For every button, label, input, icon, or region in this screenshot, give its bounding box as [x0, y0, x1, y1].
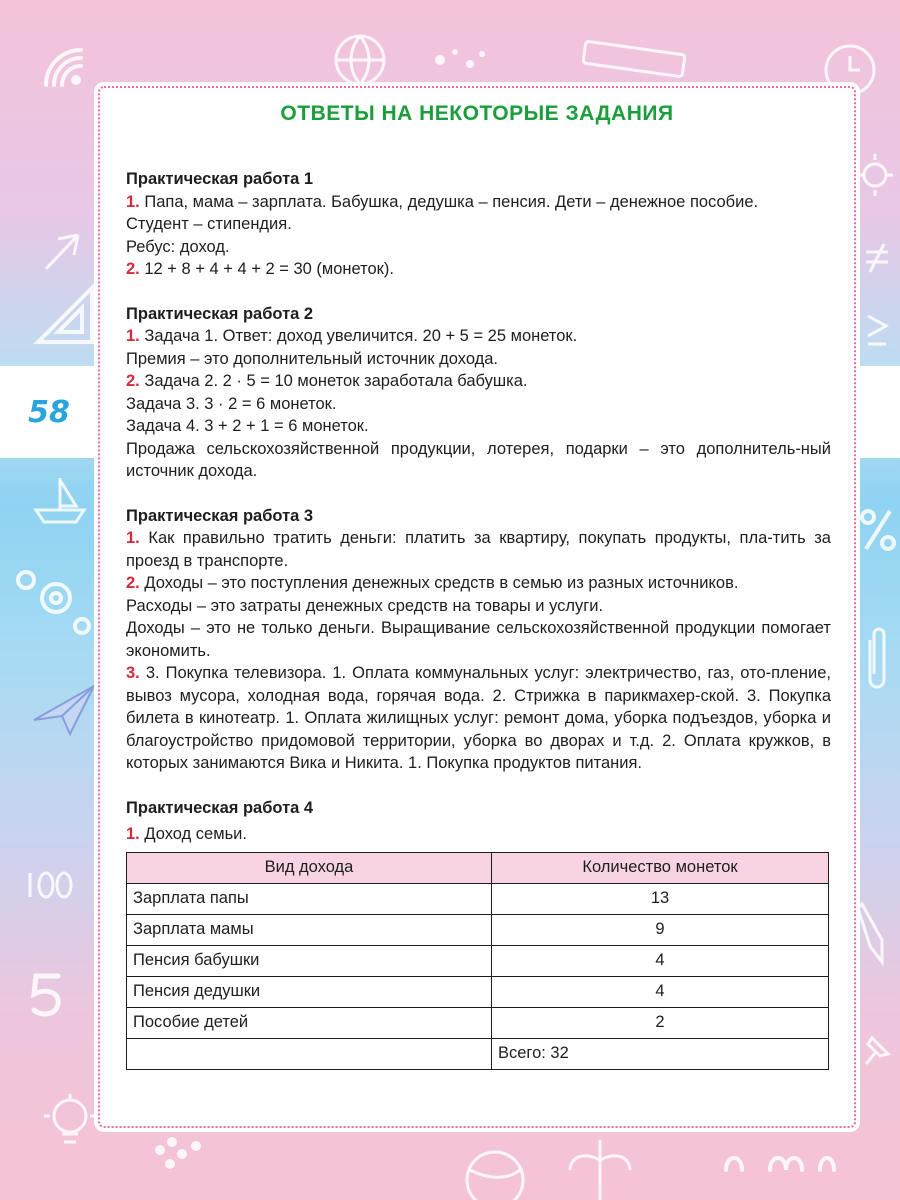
- answer-line: [126, 258, 831, 281]
- answer-line: [126, 823, 831, 846]
- answer-line: Ребус: доход.: [126, 237, 230, 256]
- answer-line: [126, 191, 831, 214]
- lightbulb-icon: [40, 1090, 100, 1160]
- section-title: Практическая работа 3: [126, 506, 314, 525]
- pointer-arrow-icon: [38, 225, 88, 275]
- pin-icon: [858, 1030, 894, 1070]
- answer-line: [126, 325, 831, 348]
- number-five-icon: [26, 970, 66, 1020]
- paper-plane-icon: [30, 680, 100, 740]
- answer-line: [126, 527, 831, 572]
- answer-line: Расходы – это затраты денежных средств на товары и услуги.: [126, 596, 604, 615]
- answer-text: 12 + 8 + 4 + 4 + 2 = 30 (монеток).: [144, 260, 394, 278]
- page-number-tab: [0, 366, 98, 458]
- squiggle-icon: [720, 1140, 840, 1180]
- paperclip-icon: [862, 620, 892, 700]
- answer-text: 3. Покупка телевизора. 1. Оплата коммунальных услуг: электричество, газ, ото-пление, вывоз мусора, холодная вода, горячая вода. 2. Стрижка в парикмахер-ской. 3. Покупка билета в кинотеатр. 1. Оплата жилищных услуг: ремонт дома, уборка подъездов, уборка и благоустройство придомовой территории, уборка во дворах и т.д. 2. Оплата кружков, в которых занимаются Вика и Никита. 1. Покупка продуктов питания.: [126, 664, 831, 772]
- section-practical-work-3: [126, 505, 831, 775]
- section-title: Практическая работа 2: [126, 304, 314, 323]
- table-row: [127, 945, 829, 976]
- coin-count-cell: 4: [492, 976, 829, 1007]
- empty-cell: [127, 1038, 492, 1069]
- income-type-cell: Пособие детей: [127, 1007, 492, 1038]
- answer-line: [126, 572, 831, 595]
- income-table: [126, 852, 829, 1070]
- income-type-cell: Зарплата папы: [127, 883, 492, 914]
- section-practical-work-1: [126, 168, 831, 281]
- answer-text: Как правильно тратить деньги: платить за квартиру, покупать продукты, пла-тить за проезд в транспорте.: [126, 529, 831, 570]
- ball-icon: [460, 1140, 530, 1200]
- not-equal-icon: [862, 238, 892, 278]
- answer-line: Студент – стипендия.: [126, 215, 292, 233]
- pencil-icon: [852, 900, 892, 970]
- paper-boat-icon: [30, 470, 90, 530]
- leaves-icon: [560, 1130, 640, 1200]
- table-row: [127, 914, 829, 945]
- answers-content: [126, 168, 831, 1092]
- table-row: [127, 883, 829, 914]
- page-number: 58: [28, 394, 70, 430]
- dots-decor-icon: [430, 40, 490, 80]
- table-header-row: [127, 852, 829, 883]
- coin-count-cell: 4: [492, 945, 829, 976]
- income-type-cell: Пенсия дедушки: [127, 976, 492, 1007]
- sun-icon: [855, 150, 895, 200]
- answer-number: 3.: [126, 664, 140, 682]
- right-side-tab: [854, 366, 900, 458]
- total-cell: Всего: 32: [492, 1038, 829, 1069]
- gears-icon: [12, 560, 92, 640]
- table-row: [127, 976, 829, 1007]
- section-title: Практическая работа 1: [126, 170, 314, 188]
- coin-count-cell: 9: [492, 914, 829, 945]
- answer-number: 1.: [126, 825, 140, 843]
- table-row: [127, 1007, 829, 1038]
- answer-text: Доходы – это поступления денежных средств в семью из разных источников.: [144, 574, 739, 592]
- wifi-icon: [36, 40, 96, 100]
- answer-number: 1.: [126, 327, 140, 345]
- answer-number: 2.: [126, 260, 140, 278]
- answer-text: Задача 2. 2 · 5 = 10 монеток заработала бабушка.: [144, 372, 528, 390]
- answer-number: 2.: [126, 372, 140, 390]
- ruler-icon: [580, 38, 690, 78]
- section-practical-work-2: [126, 303, 831, 483]
- greater-equal-icon: [862, 310, 892, 350]
- answer-number: 1.: [126, 529, 140, 547]
- answer-text: Папа, мама – зарплата. Бабушка, дедушка – пенсия. Дети – денежное пособие.: [144, 192, 759, 211]
- column-header-income-type: Вид дохода: [127, 852, 492, 883]
- hundred-icon: [24, 865, 74, 905]
- berries-icon: [150, 1130, 220, 1180]
- answer-line: Продажа сельскохозяйственной продукции, лотерея, подарки – это дополнитель-ный источник дохода.: [126, 439, 831, 480]
- income-type-cell: Зарплата мамы: [127, 914, 492, 945]
- answer-line: [126, 662, 831, 775]
- answer-number: 2.: [126, 574, 140, 592]
- answer-line: [126, 370, 831, 393]
- triangle-ruler-icon: [30, 280, 100, 350]
- page-title: ОТВЕТЫ НА НЕКОТОРЫЕ ЗАДАНИЯ: [280, 102, 674, 125]
- coin-count-cell: 13: [492, 883, 829, 914]
- income-type-cell: Пенсия бабушки: [127, 945, 492, 976]
- answer-text: Задача 1. Ответ: доход увеличится. 20 + 5 = 25 монеток.: [144, 327, 578, 345]
- answers-card: [98, 86, 856, 1128]
- answer-line: Задача 3. 3 · 2 = 6 монеток.: [126, 394, 337, 413]
- section-practical-work-4: [126, 797, 831, 1070]
- globe-icon: [330, 30, 390, 90]
- coin-count-cell: 2: [492, 1007, 829, 1038]
- percent-icon: [858, 505, 898, 555]
- answer-number: 1.: [126, 192, 140, 211]
- section-title: Практическая работа 4: [126, 798, 314, 817]
- answer-line: Задача 4. 3 + 2 + 1 = 6 монеток.: [126, 417, 369, 435]
- answer-line: Доходы – это не только деньги. Выращивание сельскохозяйственной продукции помогает экономить.: [126, 619, 831, 660]
- answer-line: Премия – это дополнительный источник дохода.: [126, 349, 499, 368]
- column-header-coin-count: Количество монеток: [492, 852, 829, 883]
- table-total-row: [127, 1038, 829, 1069]
- answer-text: Доход семьи.: [144, 825, 247, 843]
